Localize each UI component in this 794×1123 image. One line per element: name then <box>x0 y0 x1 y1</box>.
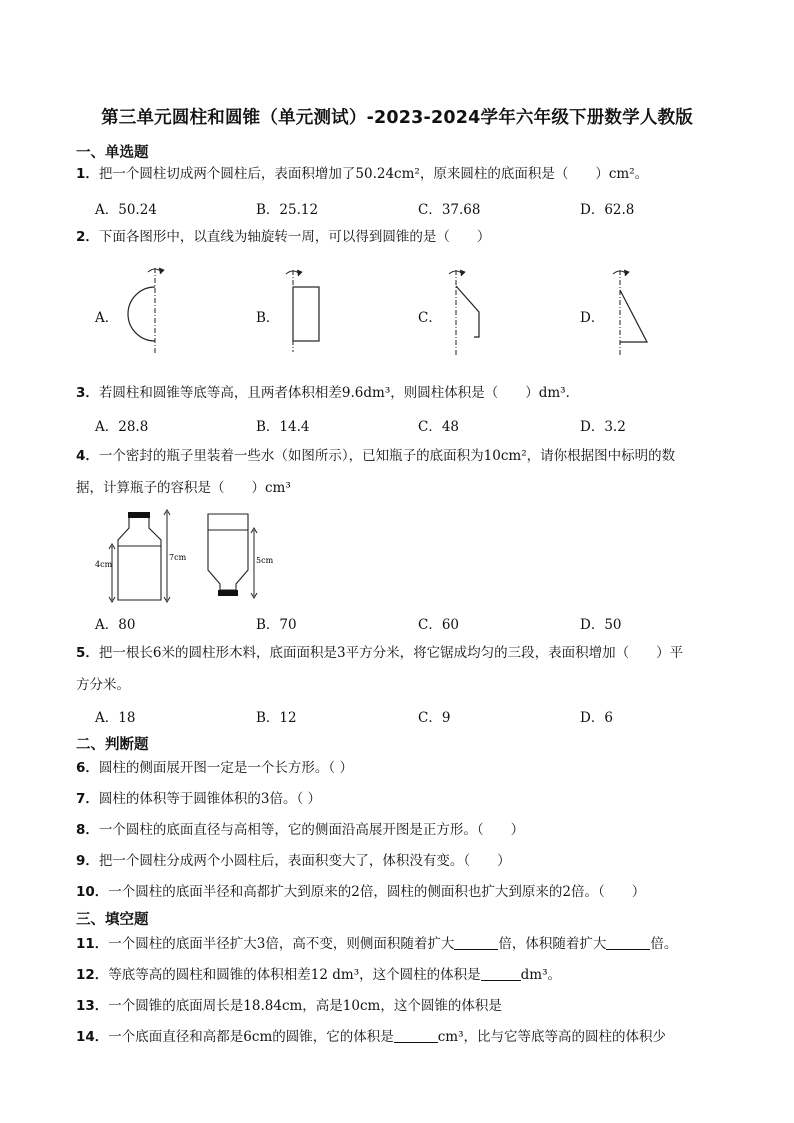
q2-figure-c-trapezoid <box>443 266 493 358</box>
question-number: 13． <box>76 998 109 1014</box>
question-number: 4． <box>76 448 99 464</box>
question-text: 一个圆柱的底面直径与高相等，它的侧面沿高展开图是正方形。（ ） <box>98 822 525 838</box>
question-text: 圆柱的侧面展开图一定是一个长方形。（ ） <box>98 760 353 776</box>
question-text: dm³。 <box>520 967 561 983</box>
page-title: 第三单元圆柱和圆锥（单元测试）-2023-2024学年六年级下册数学人教版 <box>101 108 693 128</box>
question-number: 1． <box>76 166 99 182</box>
q4-figure-bottle-inverted <box>202 510 282 604</box>
q4-figure-bottle-upright <box>92 510 192 604</box>
question-number: 6． <box>76 760 99 776</box>
question-text: 把一个圆柱切成两个圆柱后，表面积增加了50.24cm²，原来圆柱的底面积是（ ）cm²。 <box>98 166 649 182</box>
answer-blank[interactable] <box>606 935 650 950</box>
question-14 <box>76 1027 666 1047</box>
question-text-line1: 把一根长6米的圆柱形木料，底面面积是3平方分米，将它锯成均匀的三段，表面积增加（ ）平 <box>98 645 684 661</box>
q5-option-a: A．18 <box>95 710 136 726</box>
q1-option-a: A．50.24 <box>95 202 157 218</box>
question-text-line2: 据，计算瓶子的容积是（ ）cm³ <box>76 480 291 496</box>
answer-blank[interactable] <box>481 966 521 981</box>
q4-option-c: C．60 <box>418 617 460 633</box>
question-text: 把一个圆柱分成两个小圆柱后，表面积变大了，体积没有变。（ ） <box>98 853 511 869</box>
q1-option-b: B．25.12 <box>256 202 319 218</box>
q5-option-b: B．12 <box>256 710 297 726</box>
q2-figure-b-rectangle <box>280 264 330 354</box>
q3-option-a: A．28.8 <box>95 419 149 435</box>
answer-blank[interactable] <box>394 1028 438 1043</box>
question-10 <box>76 882 645 902</box>
q4-label-7cm: 7cm <box>169 553 187 562</box>
question-text: 倍。 <box>650 936 678 952</box>
q5-option-d: D．6 <box>580 710 613 726</box>
question-text: 一个圆锥的底面周长是18.84cm，高是10cm，这个圆锥的体积是 <box>108 998 502 1014</box>
q1-option-d: D．62.8 <box>580 202 635 218</box>
question-number: 5． <box>76 645 99 661</box>
answer-blank[interactable] <box>454 935 498 950</box>
q5-option-c: C．9 <box>418 710 451 726</box>
question-text: 等底等高的圆柱和圆锥的体积相差12 dm³，这个圆柱的体积是 <box>108 967 481 983</box>
q4-label-4cm: 4cm <box>95 560 113 569</box>
question-number: 14． <box>76 1029 109 1045</box>
question-1 <box>76 164 648 184</box>
section-heading-true-false: 二、判断题 <box>76 737 149 753</box>
question-text: 圆柱的体积等于圆锥体积的3倍。（ ） <box>98 791 322 807</box>
question-4 <box>76 446 675 466</box>
question-text: 一个圆柱的底面半径扩大3倍，高不变，则侧面积随着扩大 <box>108 936 455 952</box>
q3-option-c: C．48 <box>418 419 460 435</box>
q2-label-b: B． <box>256 310 280 326</box>
q2-label-a: A． <box>95 310 119 326</box>
question-number: 7． <box>76 791 99 807</box>
question-number: 3． <box>76 385 99 401</box>
q2-figure-d-triangle <box>606 266 656 358</box>
question-5 <box>76 643 683 663</box>
question-text: cm³，比与它等底等高的圆柱的体积少 <box>437 1029 667 1045</box>
question-number: 11． <box>76 936 109 952</box>
question-4-continued <box>76 478 291 498</box>
question-number: 10． <box>76 884 109 900</box>
question-13 <box>76 996 502 1016</box>
q4-option-a: A．80 <box>95 617 136 633</box>
question-number: 2． <box>76 229 99 245</box>
q3-option-d: D．3.2 <box>580 419 626 435</box>
question-9 <box>76 851 511 871</box>
question-text: 下面各图形中，以直线为轴旋转一周，可以得到圆锥的是（ ） <box>98 229 491 245</box>
question-text: 倍，体积随着扩大 <box>498 936 607 952</box>
question-text: 一个圆柱的底面半径和高都扩大到原来的2倍，圆柱的侧面积也扩大到原来的2倍。（ ） <box>108 884 646 900</box>
question-5-continued <box>76 675 130 695</box>
question-6 <box>76 758 353 778</box>
q2-figure-a-semicircle <box>118 262 178 356</box>
question-text-line1: 一个密封的瓶子里装着一些水（如图所示），已知瓶子的底面积为10cm²，请你根据图中标明的数 <box>98 448 676 464</box>
question-text: 若圆柱和圆锥等底等高，且两者体积相差9.6dm³，则圆柱体积是（ ）dm³． <box>98 385 580 401</box>
question-number: 12． <box>76 967 109 983</box>
question-number: 8． <box>76 822 99 838</box>
q4-label-5cm: 5cm <box>256 556 274 565</box>
question-number: 9． <box>76 853 99 869</box>
q4-option-b: B．70 <box>256 617 297 633</box>
question-text-line2: 方分米。 <box>76 677 130 693</box>
q1-option-c: C．37.68 <box>418 202 481 218</box>
q2-label-c: C． <box>418 310 442 326</box>
question-7 <box>76 789 321 809</box>
question-3 <box>76 383 579 403</box>
question-12 <box>76 965 561 985</box>
q3-option-b: B．14.4 <box>256 419 310 435</box>
question-text: 一个底面直径和高都是6cm的圆锥，它的体积是 <box>108 1029 394 1045</box>
section-heading-fill-in: 三、填空题 <box>76 912 149 928</box>
q2-label-d: D． <box>580 310 605 326</box>
section-heading-single-choice: 一、单选题 <box>76 145 149 161</box>
q4-option-d: D．50 <box>580 617 622 633</box>
question-11 <box>76 934 677 954</box>
question-2 <box>76 227 490 247</box>
question-8 <box>76 820 524 840</box>
